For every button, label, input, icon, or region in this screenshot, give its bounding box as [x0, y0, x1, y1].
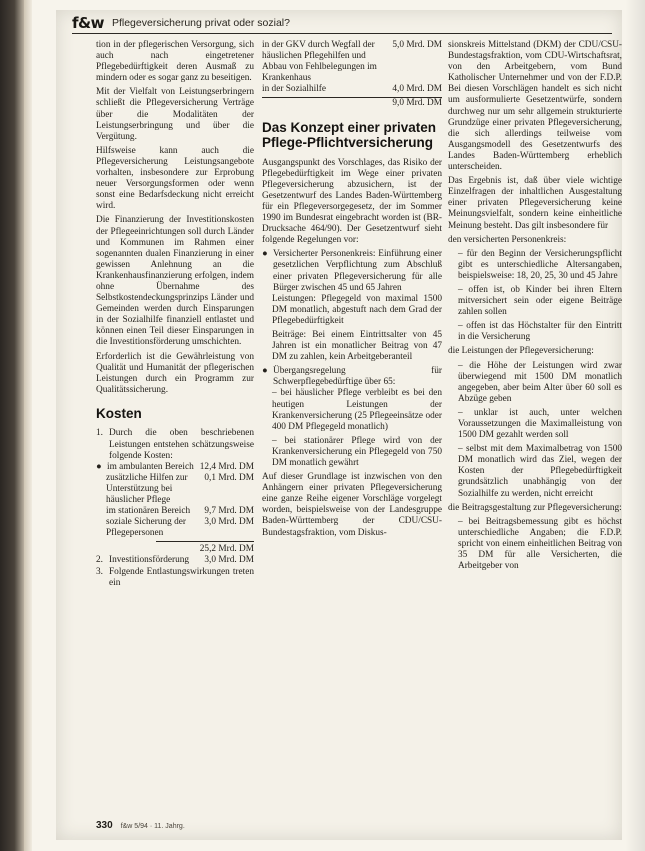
item-number: 1. [96, 428, 103, 439]
paragraph: Mit der Vielfalt von Leistungserbringern schließt die Pflegeversicherung Verträge über die Modalitäten der Leistungserbringung und über die Vergütung. [96, 87, 254, 142]
cost-sum-value: 25,2 Mrd. DM [199, 544, 254, 555]
numbered-item [96, 428, 254, 461]
paragraph: sionskreis Mittelstand (DKM) der CDU/CSU-Bundestagsfraktion, vom CDU-Wirtschaftsrat, von den Arbeitgebern, vom Bund Katholischer Unternehmer und von der F.D.P. Bei diesen Vorschlägen handelt es sich nicht um ausformulierte Gesetzentwürfe, sondern durchweg nur um sehr allgemein strukturierte Grundzüge einer privaten Pflegeversicherung, die sich allerdings teilweise vom Ausgangsmodell des Gesetzentwurfs des Landes Baden-Württemberg erheblich unterscheiden. [448, 40, 622, 173]
item-text: Durch die oben beschriebenen Leistungen entstehen schätzungsweise folgende Kosten: [109, 428, 254, 461]
cost-sum-row [262, 97, 442, 109]
paragraph: tion in der pflegerischen Versorgung, sich auch nach eingetretener Pflegebedürftigkeit deren Ausmaß zu mindern oder es sogar ganz zu beseitigen. [96, 40, 254, 84]
cost-value: 12,4 Mrd. DM [199, 461, 254, 472]
numbered-item [96, 555, 254, 566]
bullet-text: Versicherter Personenkreis: Einführung einer gesetzlichen Verpflichtung zum Abschluß einer privaten Pflegeversicherung für alle Bürger zwischen 45 und 65 Jahren [273, 249, 442, 293]
cost-value: 9,7 Mrd. DM [204, 506, 254, 517]
bullet-item [262, 249, 442, 293]
paragraph: Erforderlich ist die Gewährleistung von Qualität und Humanität der pflegerischen Leistungen durch ein Programm zur Qualitätssicherung. [96, 351, 254, 395]
text-column-left [96, 40, 254, 800]
bullet-dot-icon: ● [96, 461, 102, 472]
cost-row [107, 462, 254, 473]
page-edge-shadow [24, 0, 32, 851]
list-heading: den versicherten Personenkreis: [448, 234, 567, 245]
list-heading: die Leistungen der Pflegeversicherung: [448, 346, 594, 357]
heading-kosten: Kosten [96, 405, 142, 421]
item-number: 3. [96, 566, 103, 577]
paragraph: Beiträge: Bei einem Eintrittsalter von 45 Jahren ist ein monatlicher Beitrag von 47 DM zu zahlen, kein Arbeitgeberanteil [272, 329, 442, 363]
cost-bullet [96, 462, 254, 473]
cost-label: in der Sozialhilfe [262, 84, 327, 95]
dash-item: – unklar ist auch, unter welchen Voraussetzungen die Maximalleistung von 1500 DM gezahlt werden soll [458, 407, 622, 441]
cost-row [96, 473, 254, 506]
dash-item: – die Höhe der Leistungen wird zwar überwiegend mit 1500 DM monatlich angegeben, aber beim Alter über 60 soll es Abzüge geben [458, 360, 622, 404]
dash-item: – selbst mit dem Maximalbetrag von 1500 DM monatlich wird das Ziel, wegen der Kosten der Pflegebedürftigkeit grundsätzlich unabhängig von der Sozialhilfe zu werden, nicht erreicht [458, 444, 622, 499]
cost-value: 3,0 Mrd. DM [204, 555, 254, 566]
cost-row [262, 40, 442, 84]
dash-item: – bei häuslicher Pflege verbleibt es bei den heutigen Leistungen der Krankenversicherung (25 Pflegeeinsätze oder 400 DM Pflegegeld monatlich) [272, 388, 442, 432]
numbered-item [96, 567, 254, 589]
bullet-item [262, 366, 442, 388]
dash-item: – für den Beginn der Versicherungspflicht gibt es unterschiedliche Altersangaben, beispielsweise: 18, 20, 25, 30 und 45 Jahre [458, 248, 622, 281]
bullet-dot-icon: ● [262, 249, 268, 260]
cost-value: 3,0 Mrd. DM [204, 517, 254, 528]
journal-reference: f&w 5/94 · 11. Jahrg. [120, 823, 185, 830]
cost-label: im stationären Bereich [106, 506, 191, 517]
paragraph: Das Ergebnis ist, daß über viele wichtige Einzelfragen der inhaltlichen Ausgestaltung einer privaten Pflegeversicherung keine Meinungsvielfalt, sondern keine einheitliche Meinung besteht. Das gilt insbesondere für [448, 176, 622, 231]
dash-item: – bei stationärer Pflege wird von der Krankenversicherung ein Pflegegeld von 750 DM monatlich gewährt [272, 435, 442, 468]
page-number: 330 [96, 820, 113, 831]
book-spine [0, 0, 24, 851]
cost-row [96, 506, 254, 517]
page-footer [96, 820, 396, 831]
cost-label: zusätzliche Hilfen zur Unterstützung bei häuslicher Pflege [106, 472, 188, 505]
heading-konzept: Das Konzept einer privaten Pflege-Pflichtversicherung [262, 119, 437, 151]
dash-item: – offen ist das Höchstalter für den Eintritt in die Versicherung [458, 321, 622, 343]
cost-label: in der GKV durch Wegfall der häuslichen Pflegehilfen und Abbau von Fehlbelegungen im Krankenhaus [262, 40, 377, 84]
list-heading: die Beitragsgestaltung zur Pflegeversicherung: [448, 502, 622, 513]
cost-row [109, 555, 254, 566]
item-number: 2. [96, 555, 103, 566]
cost-label: im ambulanten Bereich [107, 461, 194, 472]
cost-sum-value: 9,0 Mrd. DM [392, 98, 442, 109]
sum-rule [156, 541, 254, 542]
paragraph: Ausgangspunkt des Vorschlages, das Risiko der Pflegebedürftigkeit im Wege einer privaten Pflegeversicherung abzusichern, ist der Gesetzentwurf des Landes Baden-Württemberg für ein Pflegeversorgegesetz, der im Sommer 1990 im Bundesrat eingebracht worden ist (BR-Drucksache 464/90). Der Gesetzentwurf sieht folgende Regelungen vor: [262, 157, 442, 246]
paragraph: Leistungen: Pflegegeld von maximal 1500 DM monatlich, abgestuft nach dem Grad der Pflegebedürftigkeit [272, 293, 442, 326]
item-text: Folgende Entlastungswirkungen treten ein [109, 566, 254, 588]
bullet-text: Übergangsregelung für Schwerpflegebedürftige über 65: [273, 366, 442, 388]
dash-item: – offen ist, ob Kinder bei ihren Eltern mitversichert sein oder eigene Beiträge zahlen sollen [458, 284, 622, 318]
running-title: Pflegeversicherung privat oder sozial? [111, 16, 290, 29]
bullet-dot-icon: ● [262, 366, 268, 377]
cost-row [262, 84, 442, 95]
journal-logo: f&w [72, 13, 104, 32]
running-header [72, 12, 612, 34]
cost-label: Investitionsförderung [109, 555, 190, 566]
paragraph: Die Finanzierung der Investitionskosten der Pflegeeinrichtungen soll durch Länder und Kommunen im Rahmen einer sogenannten dualen Finanzierung in einer gewissen Anlehnung an die Krankenhausfinanzierung erfolgen, indem ohne Übernahme des Selbstkostendeckungsprinzips Länder und Gemeinden werden durch Einsparungen in der Sozialhilfe finanziell entlastet und können einen Teil dieser Einsparungen in die Investitionsförderung umschichten. [96, 215, 254, 348]
paragraph: Hilfsweise kann auch die Pflegeversicherung Leistungsangebote vorhalten, insbesondere zur Erprobung neuer Versorgungsformen oder wenn sonst eine Bedarfsdeckung nicht erreicht wird. [96, 145, 254, 212]
cost-value: 0,1 Mrd. DM [204, 472, 254, 483]
cost-value: 5,0 Mrd. DM [392, 40, 442, 50]
cost-row [96, 517, 254, 539]
cost-label: soziale Sicherung der Pflegepersonen [106, 517, 187, 539]
cost-sum-row [96, 544, 254, 555]
text-column-right [448, 40, 622, 800]
right-edge-shadow [625, 0, 645, 851]
cost-value: 4,0 Mrd. DM [392, 84, 442, 95]
dash-item: – bei Beitragsbemessung gibt es höchst unterschiedliche Angaben; die F.D.P. spricht von einem einheitlichen Beitrag von 35 DM für alle Versicherten, die Arbeitgeber von [458, 516, 622, 572]
paragraph: Auf dieser Grundlage ist inzwischen von den Anhängern einer privaten Pflegeversicherung eine ganze Reihe eigener Vorschläge vorgelegt worden, beispielsweise von der Landesgruppe Baden-Württemberg der CDU/CSU-Bundestagsfraktion, vom Diskus- [262, 472, 442, 538]
text-column-middle [262, 40, 442, 800]
